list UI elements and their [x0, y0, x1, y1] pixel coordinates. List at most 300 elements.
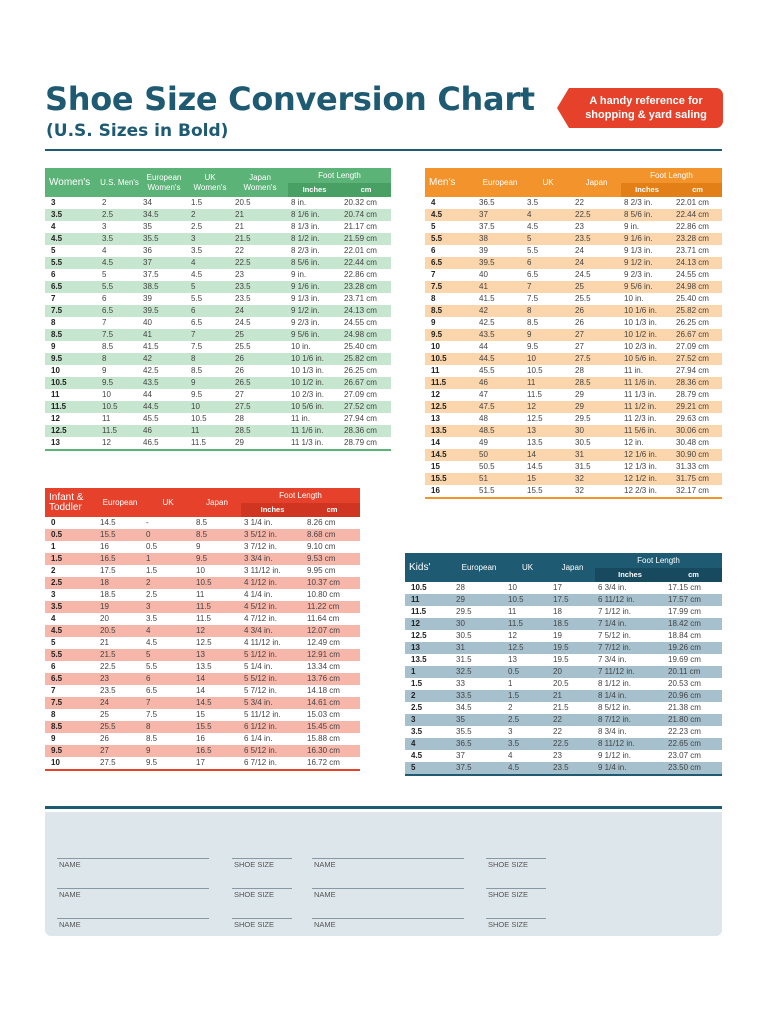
size-cell: 10: [196, 566, 205, 575]
table-row: [425, 317, 722, 329]
size-cell: 5.5: [191, 294, 203, 303]
size-cell: 22: [553, 727, 562, 736]
table-row: [45, 281, 391, 293]
size-cell: 12.07 cm: [304, 625, 360, 637]
us-size-cell: 9.5: [45, 353, 99, 365]
size-cell: 5 3/4 in.: [241, 697, 304, 709]
size-cell: 3 7/12 in.: [244, 542, 277, 551]
name-label: NAME: [59, 890, 81, 899]
shoe-size-label: SHOE SIZE: [488, 920, 529, 929]
mens-header-inches: Inches: [621, 183, 673, 197]
size-cell: 30.90 cm: [673, 449, 722, 461]
size-cell: 11 in.: [624, 366, 643, 375]
size-cell: 35: [453, 714, 505, 726]
size-cell: 6 3/4 in.: [598, 583, 627, 592]
shoe-size-line[interactable]: [486, 858, 546, 859]
size-cell: 42.5: [479, 318, 495, 327]
table-row: [45, 601, 360, 613]
table-row: [405, 726, 722, 738]
us-size-cell: 15: [431, 462, 440, 471]
us-size-cell: 9.5: [45, 745, 97, 757]
size-cell: 3.5: [146, 614, 158, 623]
table-row: [405, 702, 722, 714]
table-row: [405, 654, 722, 666]
size-cell: 11: [188, 425, 232, 437]
size-cell: 2.5: [505, 714, 550, 726]
size-cell: 23.5: [235, 294, 251, 303]
us-size-cell: 12: [51, 414, 60, 423]
size-cell: 28.79 cm: [344, 438, 377, 447]
size-cell: 6: [102, 294, 107, 303]
size-cell: 34.5: [140, 209, 188, 221]
size-cell: 33: [456, 679, 465, 688]
size-cell: 30.5: [456, 631, 472, 640]
size-cell: 46.5: [143, 438, 159, 447]
size-cell: 9 1/4 in.: [595, 762, 665, 774]
size-cell: 23.28 cm: [673, 233, 722, 245]
size-cell: 9 5/6 in.: [288, 329, 341, 341]
us-size-cell: 11.5: [425, 377, 476, 389]
size-cell: 13: [193, 649, 241, 661]
mens-header-label: Men's: [425, 168, 476, 197]
size-cell: 34.5: [456, 703, 472, 712]
table-row: [45, 221, 391, 233]
size-cell: 4.5: [505, 762, 550, 774]
us-size-cell: 10: [51, 366, 60, 375]
size-cell: 22: [235, 246, 244, 255]
size-cell: 27: [235, 390, 244, 399]
us-size-cell: 12: [405, 618, 453, 630]
kids-header-japan: Japan: [550, 553, 595, 582]
size-cell: 6 1/4 in.: [244, 734, 273, 743]
us-size-cell: 5.5: [425, 233, 476, 245]
size-cell: 42: [140, 353, 188, 365]
name-line[interactable]: [57, 918, 209, 919]
kids-header-cm: cm: [665, 568, 722, 582]
us-size-cell: 14.5: [425, 449, 476, 461]
kids-table-body: [405, 582, 722, 774]
size-cell: 35.5: [456, 727, 472, 736]
size-cell: 23.07 cm: [668, 751, 701, 760]
womens-header-japan: Japan Women's: [232, 168, 288, 197]
size-cell: 31: [453, 642, 505, 654]
us-size-cell: 11: [51, 390, 60, 399]
size-cell: 16.5: [97, 553, 143, 565]
table-row: [45, 673, 360, 685]
size-cell: 8 1/2 in.: [288, 233, 341, 245]
size-cell: 10: [508, 583, 517, 592]
size-cell: 10.5: [505, 594, 550, 606]
size-cell: 5 11/12 in.: [244, 710, 281, 719]
size-cell: 39: [479, 246, 488, 255]
size-cell: 50.5: [479, 462, 495, 471]
size-cell: 22.86 cm: [676, 222, 709, 231]
table-row: [425, 209, 722, 221]
shoe-size-label: SHOE SIZE: [234, 860, 275, 869]
size-cell: 4 5/12 in.: [241, 601, 304, 613]
size-cell: 7.5: [146, 710, 158, 719]
us-size-cell: 3.5: [411, 727, 423, 736]
size-cell: 0: [143, 529, 193, 541]
size-cell: 11: [102, 414, 111, 423]
size-cell: 51.5: [479, 486, 495, 495]
size-cell: 32.5: [453, 666, 505, 678]
shoe-size-line[interactable]: [232, 888, 292, 889]
size-cell: 28.5: [232, 425, 288, 437]
size-cell: 37: [456, 751, 465, 760]
size-cell: 28.79 cm: [676, 390, 709, 399]
size-cell: 26: [232, 353, 288, 365]
size-cell: 20.11 cm: [665, 666, 722, 678]
table-row: [425, 425, 722, 437]
size-cell: 11: [524, 377, 572, 389]
infant-header-japan: Japan: [193, 488, 241, 517]
size-cell: 7: [143, 697, 193, 709]
table-row: [45, 425, 391, 437]
size-cell: 10 1/2 in.: [288, 377, 341, 389]
shoe-size-line[interactable]: [232, 918, 292, 919]
shoe-size-line[interactable]: [486, 918, 546, 919]
us-size-cell: 10: [431, 342, 440, 351]
size-cell: 8 5/6 in.: [288, 257, 341, 269]
womens-header-label: Women's: [45, 168, 99, 197]
size-cell: 22.65 cm: [665, 738, 722, 750]
size-cell: 15: [196, 710, 205, 719]
size-cell: 35.5: [140, 233, 188, 245]
size-cell: 45.5: [143, 414, 159, 423]
size-cell: 29.63 cm: [676, 414, 709, 423]
size-cell: 5 1/4 in.: [244, 662, 273, 671]
size-cell: 6 7/12 in.: [244, 758, 277, 767]
size-cell: 9.5: [193, 553, 241, 565]
size-cell: 22.01 cm: [344, 246, 377, 255]
size-cell: 2.5: [191, 222, 203, 231]
size-cell: 29.5: [456, 607, 472, 616]
name-label: NAME: [314, 890, 336, 899]
size-cell: 14.5: [193, 697, 241, 709]
size-cell: 33.5: [453, 690, 505, 702]
size-cell: 0.5: [505, 666, 550, 678]
size-cell: 8: [524, 305, 572, 317]
table-row: [405, 582, 722, 594]
size-cell: 20.74 cm: [341, 209, 391, 221]
us-size-cell: 11: [405, 594, 453, 606]
table-row: [45, 245, 391, 257]
mens-header-japan: Japan: [572, 168, 621, 197]
size-cell: 12 2/3 in.: [624, 486, 657, 495]
size-cell: 24.98 cm: [341, 329, 391, 341]
page-subtitle: (U.S. Sizes in Bold): [46, 121, 229, 141]
us-size-cell: 5.5: [45, 257, 99, 269]
size-cell: 15.5: [97, 529, 143, 541]
size-cell: 42.5: [143, 366, 159, 375]
us-size-cell: 7.5: [45, 697, 97, 709]
name-line[interactable]: [312, 888, 464, 889]
size-cell: 39.5: [476, 257, 524, 269]
size-cell: 26.25 cm: [676, 318, 709, 327]
us-size-cell: 11.5: [45, 401, 99, 413]
table-bottom-border: [45, 449, 391, 451]
us-size-cell: 2.5: [45, 577, 97, 589]
us-size-cell: 8.5: [45, 721, 97, 733]
shoe-size-line[interactable]: [486, 888, 546, 889]
size-cell: 45.5: [479, 366, 495, 375]
size-cell: 29: [235, 438, 244, 447]
size-cell: 7 1/12 in.: [598, 607, 631, 616]
us-size-cell: 15.5: [425, 473, 476, 485]
size-cell: 17: [553, 583, 562, 592]
size-cell: 15.5: [193, 721, 241, 733]
size-cell: 10 5/6 in.: [288, 401, 341, 413]
table-row: [45, 529, 360, 541]
name-line[interactable]: [57, 858, 209, 859]
size-cell: 9.10 cm: [307, 542, 336, 551]
table-row: [45, 541, 360, 553]
size-cell: 21.5: [97, 649, 143, 661]
table-row: [405, 738, 722, 750]
name-line[interactable]: [312, 858, 464, 859]
size-cell: 10 1/6 in.: [621, 305, 673, 317]
size-cell: 3 1/4 in.: [244, 518, 273, 527]
table-row: [45, 745, 360, 757]
kids-header-european: European: [453, 553, 505, 582]
womens-header-us: U.S. Men's: [99, 168, 140, 197]
us-size-cell: 9: [51, 734, 56, 743]
size-cell: 7.5: [191, 342, 203, 351]
size-cell: 30.5: [575, 438, 591, 447]
size-cell: 38: [476, 233, 524, 245]
size-cell: 25.5: [97, 721, 143, 733]
table-row: [45, 637, 360, 649]
infant-toddler-size-table: [45, 488, 360, 771]
us-size-cell: 4.5: [425, 209, 476, 221]
size-cell: 30.06 cm: [673, 425, 722, 437]
size-cell: 6 1/12 in.: [241, 721, 304, 733]
size-cell: 24.98 cm: [673, 281, 722, 293]
table-row: [405, 606, 722, 618]
table-row: [45, 553, 360, 565]
size-cell: 12.5: [196, 638, 212, 647]
us-size-cell: 8: [431, 294, 436, 303]
kids-header-inches: Inches: [595, 568, 665, 582]
size-cell: 51: [476, 473, 524, 485]
size-cell: 11 1/2 in.: [621, 401, 673, 413]
us-size-cell: 14: [431, 438, 440, 447]
size-cell: 27.5: [572, 353, 621, 365]
table-row: [405, 678, 722, 690]
size-cell: 10 in.: [624, 294, 644, 303]
size-cell: 36.5: [479, 198, 495, 207]
size-cell: 8 2/3 in.: [624, 198, 653, 207]
size-cell: 8: [99, 353, 140, 365]
size-cell: 4 7/12 in.: [244, 614, 277, 623]
size-cell: 10 in.: [291, 342, 311, 351]
size-cell: 26: [100, 734, 109, 743]
us-size-cell: 13: [431, 414, 440, 423]
size-cell: 25.82 cm: [673, 305, 722, 317]
table-row: [425, 389, 722, 401]
size-cell: 29: [572, 401, 621, 413]
kids-header-uk: UK: [505, 553, 550, 582]
size-cell: 9 1/3 in.: [624, 246, 653, 255]
us-size-cell: 1: [405, 666, 453, 678]
size-cell: 31.5: [575, 462, 591, 471]
size-cell: 34: [143, 198, 152, 207]
us-size-cell: 7.5: [425, 281, 476, 293]
size-cell: 3.5: [191, 246, 203, 255]
us-size-cell: 7: [51, 294, 56, 303]
shoe-size-label: SHOE SIZE: [488, 890, 529, 899]
us-size-cell: 2.5: [411, 703, 423, 712]
size-cell: 17.5: [550, 594, 595, 606]
size-cell: 37.5: [453, 762, 505, 774]
table-row: [405, 594, 722, 606]
size-cell: 11.5: [196, 614, 211, 623]
table-row: [405, 714, 722, 726]
size-cell: 8 7/12 in.: [595, 714, 665, 726]
us-size-cell: 12.5: [411, 631, 427, 640]
size-cell: 6: [524, 257, 572, 269]
size-cell: 27: [97, 745, 143, 757]
size-cell: 29.21 cm: [673, 401, 722, 413]
size-cell: 28.36 cm: [673, 377, 722, 389]
us-size-cell: 7: [51, 686, 56, 695]
table-row: [405, 642, 722, 654]
size-cell: 31.5: [456, 655, 472, 664]
size-cell: 7 5/12 in.: [598, 631, 631, 640]
us-size-cell: 12: [431, 390, 440, 399]
size-cell: 18: [97, 577, 143, 589]
size-cell: 44: [143, 390, 152, 399]
size-cell: 22: [550, 714, 595, 726]
size-cell: 21: [100, 638, 109, 647]
table-row: [425, 269, 722, 281]
size-cell: 4: [102, 246, 107, 255]
size-cell: 5: [143, 649, 193, 661]
size-cell: 3: [188, 233, 232, 245]
size-cell: 20.96 cm: [665, 690, 722, 702]
size-cell: 15.88 cm: [307, 734, 340, 743]
size-cell: 32: [572, 473, 621, 485]
size-cell: 17.57 cm: [665, 594, 722, 606]
size-cell: 19: [97, 601, 143, 613]
table-bottom-border: [45, 769, 360, 771]
size-cell: 25.82 cm: [341, 353, 391, 365]
name-line[interactable]: [312, 918, 464, 919]
size-cell: 13.5: [527, 438, 543, 447]
size-cell: 11 2/3 in.: [624, 414, 657, 423]
size-cell: 37.5: [479, 222, 495, 231]
table-row: [45, 413, 391, 425]
size-cell: 5: [524, 233, 572, 245]
us-size-cell: 0: [51, 518, 56, 527]
table-row: [425, 485, 722, 497]
size-cell: 13: [508, 655, 517, 664]
size-cell: 18: [553, 607, 562, 616]
size-cell: 12.5: [527, 414, 543, 423]
size-cell: 18.42 cm: [665, 618, 722, 630]
size-cell: 25: [232, 329, 288, 341]
table-row: [45, 401, 391, 413]
womens-header-cm: cm: [341, 183, 391, 197]
size-cell: 23: [235, 270, 244, 279]
size-cell: 3 5/12 in.: [241, 529, 304, 541]
size-cell: 7: [524, 281, 572, 293]
size-cell: 8.68 cm: [304, 529, 360, 541]
size-cell: 25.5: [235, 342, 251, 351]
size-cell: 22.5: [550, 738, 595, 750]
size-cell: 11 1/3 in.: [291, 438, 324, 447]
us-size-cell: 6: [51, 662, 56, 671]
size-cell: 6.5: [527, 270, 539, 279]
size-cell: 24: [572, 257, 621, 269]
size-cell: 17.5: [100, 566, 116, 575]
shoe-size-label: SHOE SIZE: [234, 890, 275, 899]
size-cell: 43.5: [140, 377, 188, 389]
size-cell: 23.71 cm: [676, 246, 709, 255]
table-row: [45, 353, 391, 365]
size-cell: 31.75 cm: [673, 473, 722, 485]
size-cell: 8.5: [196, 518, 208, 527]
size-cell: 8 5/6 in.: [621, 209, 673, 221]
size-cell: 16.72 cm: [307, 758, 340, 767]
size-cell: 10.5: [527, 366, 543, 375]
name-line[interactable]: [57, 888, 209, 889]
size-cell: 44: [479, 342, 488, 351]
size-cell: 41: [476, 281, 524, 293]
size-cell: 5: [188, 281, 232, 293]
size-cell: 23: [575, 222, 584, 231]
size-cell: 40: [479, 270, 488, 279]
size-cell: 14: [524, 449, 572, 461]
table-row: [405, 690, 722, 702]
table-row: [45, 389, 391, 401]
size-cell: 10 5/6 in.: [621, 353, 673, 365]
size-cell: 18.5: [100, 590, 116, 599]
us-size-cell: 4.5: [411, 751, 423, 760]
table-row: [45, 317, 391, 329]
size-cell: 12 in.: [624, 438, 644, 447]
size-cell: 8 11/12 in.: [595, 738, 665, 750]
us-size-cell: 3: [51, 198, 56, 207]
size-cell: 27.09 cm: [676, 342, 709, 351]
size-cell: 17.15 cm: [668, 583, 701, 592]
size-cell: 22.86 cm: [344, 270, 377, 279]
size-cell: 25: [100, 710, 109, 719]
shoe-size-line[interactable]: [232, 858, 292, 859]
size-cell: 27.52 cm: [673, 353, 722, 365]
size-cell: 14.18 cm: [307, 686, 340, 695]
size-cell: 10 2/3 in.: [624, 342, 657, 351]
size-cell: 6: [188, 305, 232, 317]
size-cell: 12 1/3 in.: [624, 462, 657, 471]
table-row: [45, 305, 391, 317]
size-cell: 22.5: [100, 662, 116, 671]
size-cell: 19.5: [550, 642, 595, 654]
size-cell: 5.5: [527, 246, 539, 255]
size-cell: 42: [476, 305, 524, 317]
us-size-cell: 4: [405, 738, 453, 750]
size-cell: 20.5: [97, 625, 143, 637]
size-cell: 9: [102, 366, 107, 375]
size-cell: 24.5: [235, 318, 251, 327]
size-cell: 28: [235, 414, 244, 423]
size-cell: 31: [572, 449, 621, 461]
size-cell: 29: [453, 594, 505, 606]
size-cell: -: [146, 518, 149, 527]
header-divider: [45, 149, 722, 151]
table-row: [405, 618, 722, 630]
